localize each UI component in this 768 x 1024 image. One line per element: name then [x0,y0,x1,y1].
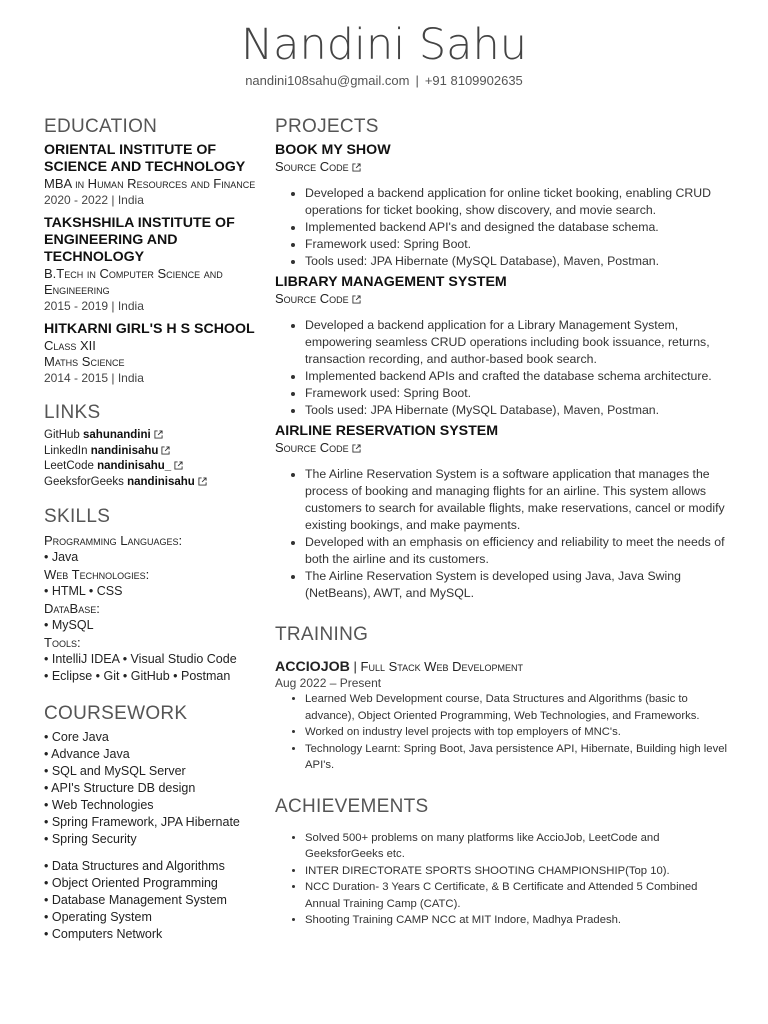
course-item: • API's Structure DB design [44,781,196,795]
source-code-label[interactable]: Source Code [275,440,349,455]
link-site: GeeksforGeeks [44,475,124,488]
coursework-group-1 [44,729,262,848]
external-link-icon[interactable] [198,477,207,486]
external-link-icon[interactable] [352,444,361,453]
bullet-item: • The Airline Reservation System is a software application that manages the process of booking and managing flights for an airline. This system allows customers to search for available flights, make reservations, cancel or modify existing bookings, and make payments. [305,466,735,534]
education-item [44,215,262,314]
course-item: • Object Oriented Programming [44,876,218,890]
source-code-label[interactable]: Source Code [275,159,349,174]
training-org: ACCIOJOB [275,659,350,675]
skill-values: • Eclipse • Git • GitHub • Postman [44,669,231,683]
training-bullets [275,691,735,774]
link-item-leetcode[interactable] [44,459,262,475]
coursework-heading: COURSEWORK [44,703,188,724]
education-dates: 2015 - 2019 | India [44,299,144,313]
source-code-link[interactable] [275,159,735,175]
bullet-item: • Developed with an emphasis on efficiency and reliability to meet the needs of both the airline and its customers. [305,534,735,568]
link-site: GitHub [44,429,80,441]
external-link-icon[interactable] [174,461,183,470]
education-dates: 2014 - 2015 | India [44,371,144,385]
project-title: AIRLINE RESERVATION SYSTEM [275,423,499,439]
link-site: LeetCode [44,460,94,472]
project-item [275,142,735,270]
institution-name: TAKSHSHILA INSTITUTE OF ENGINEERING AND TECHNOLOGY [44,215,235,265]
link-item-github[interactable] [44,428,262,444]
source-code-link[interactable] [275,440,735,456]
external-link-icon[interactable] [352,163,361,172]
training-header [275,658,735,676]
achievements-bullets [275,830,735,929]
links-heading: LINKS [44,402,101,423]
degree-subject: Maths Science [44,354,125,369]
skill-values: • Java [44,550,79,564]
course-item: • Core Java [44,730,109,744]
course-item: • Operating System [44,910,152,924]
course-item: • Spring Framework, JPA Hibernate [44,815,240,829]
project-title: LIBRARY MANAGEMENT SYSTEM [275,274,507,290]
project-title: BOOK MY SHOW [275,142,391,158]
skill-category: Programming Languages: [44,533,183,548]
external-link-icon[interactable] [154,430,163,439]
project-bullets [275,317,735,419]
project-bullets [275,466,735,602]
bullet-item: • Implemented backend APIs and crafted the database schema architecture. [305,368,735,385]
skill-values: • HTML • CSS [44,584,123,598]
project-item [275,423,735,602]
bullet-item: • Developed a backend application for online ticket booking, enabling CRUD operations for ticket booking, show discovery, and movie search. [305,185,735,219]
education-item [44,142,262,208]
link-handle[interactable]: nandinisahu [127,475,195,488]
bullet-item: • Learned Web Development course, Data Structures and Algorithms (basic to advance), Object Oriented Programming, Web Technologies, and Frameworks. [305,691,735,724]
course-item: • Computers Network [44,927,163,941]
course-item: • Database Management System [44,893,227,907]
project-bullets [275,185,735,270]
skills-list [44,532,262,685]
skill-category: DataBase: [44,601,100,616]
link-item-linkedin[interactable] [44,444,262,460]
course-item: • Data Structures and Algorithms [44,859,225,873]
skill-values: • IntelliJ IDEA • Visual Studio Code [44,652,237,666]
education-dates: 2020 - 2022 | India [44,193,144,207]
training-item [275,658,735,774]
course-item: • Spring Security [44,832,137,846]
resume-name: Nandini Sahu [240,20,528,70]
projects-heading: PROJECTS [275,116,379,137]
external-link-icon[interactable] [161,446,170,455]
bullet-item: • Shooting Training CAMP NCC at MIT Indore, Madhya Pradesh. [305,912,735,929]
skill-category: Tools: [44,635,81,650]
skills-heading: SKILLS [44,506,111,527]
links-list [44,428,262,490]
bullet-item: • Implemented backend API's and designed the database schema. [305,219,735,236]
bullet-item: • Technology Learnt: Spring Boot, Java persistence API, Hibernate, Building high level API's. [305,741,735,774]
source-code-label[interactable]: Source Code [275,291,349,306]
course-item: • Web Technologies [44,798,154,812]
bullet-item: • The Airline Reservation System is developed using Java, Java Swing (NetBeans), AWT, and MySQL. [305,568,735,602]
education-item [44,321,262,386]
institution-name: ORIENTAL INSTITUTE OF SCIENCE AND TECHNOLOGY [44,142,246,175]
degree: B.Tech in Computer Science and Engineering [44,266,223,297]
institution-name: HITKARNI GIRL'S H S SCHOOL [44,321,255,337]
link-handle[interactable]: nandinisahu [90,444,159,457]
project-item [275,274,735,419]
left-column [44,116,262,943]
bullet-item: • NCC Duration- 3 Years C Certificate, & B Certificate and Attended 5 Combined Annual Training Camp (CATC). [305,879,735,912]
link-handle[interactable]: sahunandini [83,429,151,441]
achievements-heading: ACHIEVEMENTS [275,795,429,817]
external-link-icon[interactable] [352,295,361,304]
course-item: • Advance Java [44,747,130,761]
bullet-item: • Framework used: Spring Boot. [305,236,735,253]
skill-category: Web Technologies: [44,567,150,582]
link-site: LinkedIn [44,444,88,457]
training-heading: TRAINING [275,624,369,645]
education-heading: EDUCATION [44,116,158,137]
degree: Class XII [44,338,96,353]
training-dates: Aug 2022 – Present [275,676,382,690]
source-code-link[interactable] [275,291,735,307]
degree: MBA in Human Resources and Finance [44,176,256,191]
bullet-item: • Framework used: Spring Boot. [305,385,735,402]
bullet-item: • INTER DIRECTORATE SPORTS SHOOTING CHAMPIONSHIP(Top 10). [305,863,735,880]
training-course: | Full Stack Web Development [353,659,523,674]
bullet-item: • Solved 500+ problems on many platforms like AccioJob, LeetCode and GeeksforGeeks etc. [305,830,735,863]
bullet-item: • Tools used: JPA Hibernate (MySQL Database), Maven, Postman. [305,402,735,419]
skill-values: • MySQL [44,618,94,632]
bullet-item: • Tools used: JPA Hibernate (MySQL Database), Maven, Postman. [305,253,735,270]
bullet-item: • Developed a backend application for a Library Management System, empowering seamless CRUD operations including book issuance, returns, transaction recording, and author-based book search. [305,317,735,368]
right-column [275,116,735,929]
course-item: • SQL and MySQL Server [44,764,186,778]
contact-line [0,73,768,88]
phone-number: +91 8109902635 [424,73,523,88]
link-item-geeksforgeeks[interactable] [44,475,262,491]
bullet-item: • Worked on industry level projects with top employers of MNC's. [305,724,735,741]
coursework-group-2 [44,858,262,943]
contact-separator: | [415,73,419,88]
link-handle[interactable]: nandinisahu_ [97,460,172,472]
email-link[interactable]: nandini108sahu@gmail.com [245,73,410,88]
